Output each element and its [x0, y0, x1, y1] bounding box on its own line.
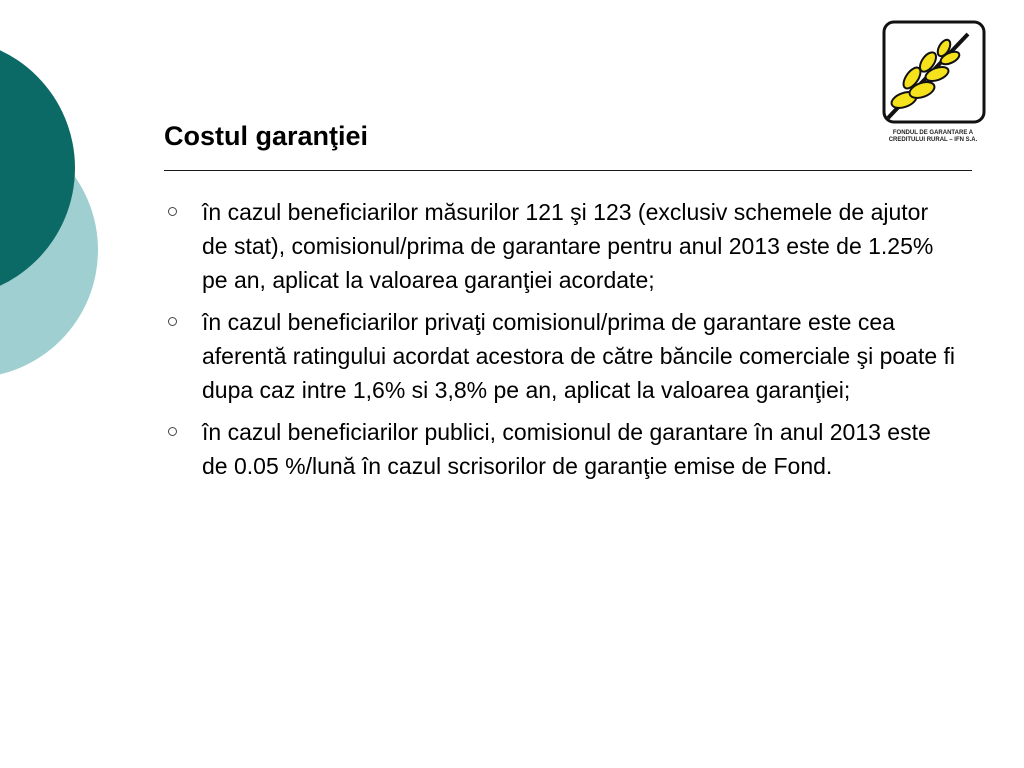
bullet-text-1: în cazul beneficiarilor măsurilor 121 şi 123 (exclusiv schemele de ajutor de stat), comisionul/prima de garantare pentru anul 2013 este de 1.25% pe an, aplicat la valoarea garanţiei acordate;: [202, 199, 934, 293]
logo-caption: [874, 130, 992, 144]
logo-caption-line1: FONDUL DE GARANTARE A: [892, 130, 974, 136]
bullet-list: [168, 195, 958, 491]
circle-bullet-icon: [168, 427, 177, 436]
decorative-circles: [0, 0, 110, 420]
slide-title: Costul garanţiei: [164, 121, 369, 151]
bullet-item-3: [168, 415, 958, 483]
title-divider: [164, 170, 972, 171]
fund-logo: [882, 20, 986, 124]
bullet-item-1: [168, 195, 958, 297]
bullet-text-2: în cazul beneficiarilor privaţi comisionul/prima de garantare este cea aferentă ratingului acordat acestora de către băncile comerciale şi poate fi dupa caz intre 1,6% si 3,8% pe an, aplicat la valoarea garanţiei;: [202, 309, 956, 403]
bullet-item-2: [168, 305, 958, 407]
circle-bullet-icon: [168, 317, 177, 326]
bullet-text-3: în cazul beneficiarilor publici, comisionul de garantare în anul 2013 este de 0.05 %/lună în cazul scrisorilor de garanţie emise de Fond.: [202, 419, 931, 479]
circle-bullet-icon: [168, 207, 177, 216]
logo-caption-line2: CREDITULUI RURAL – IFN S.A.: [888, 137, 978, 143]
